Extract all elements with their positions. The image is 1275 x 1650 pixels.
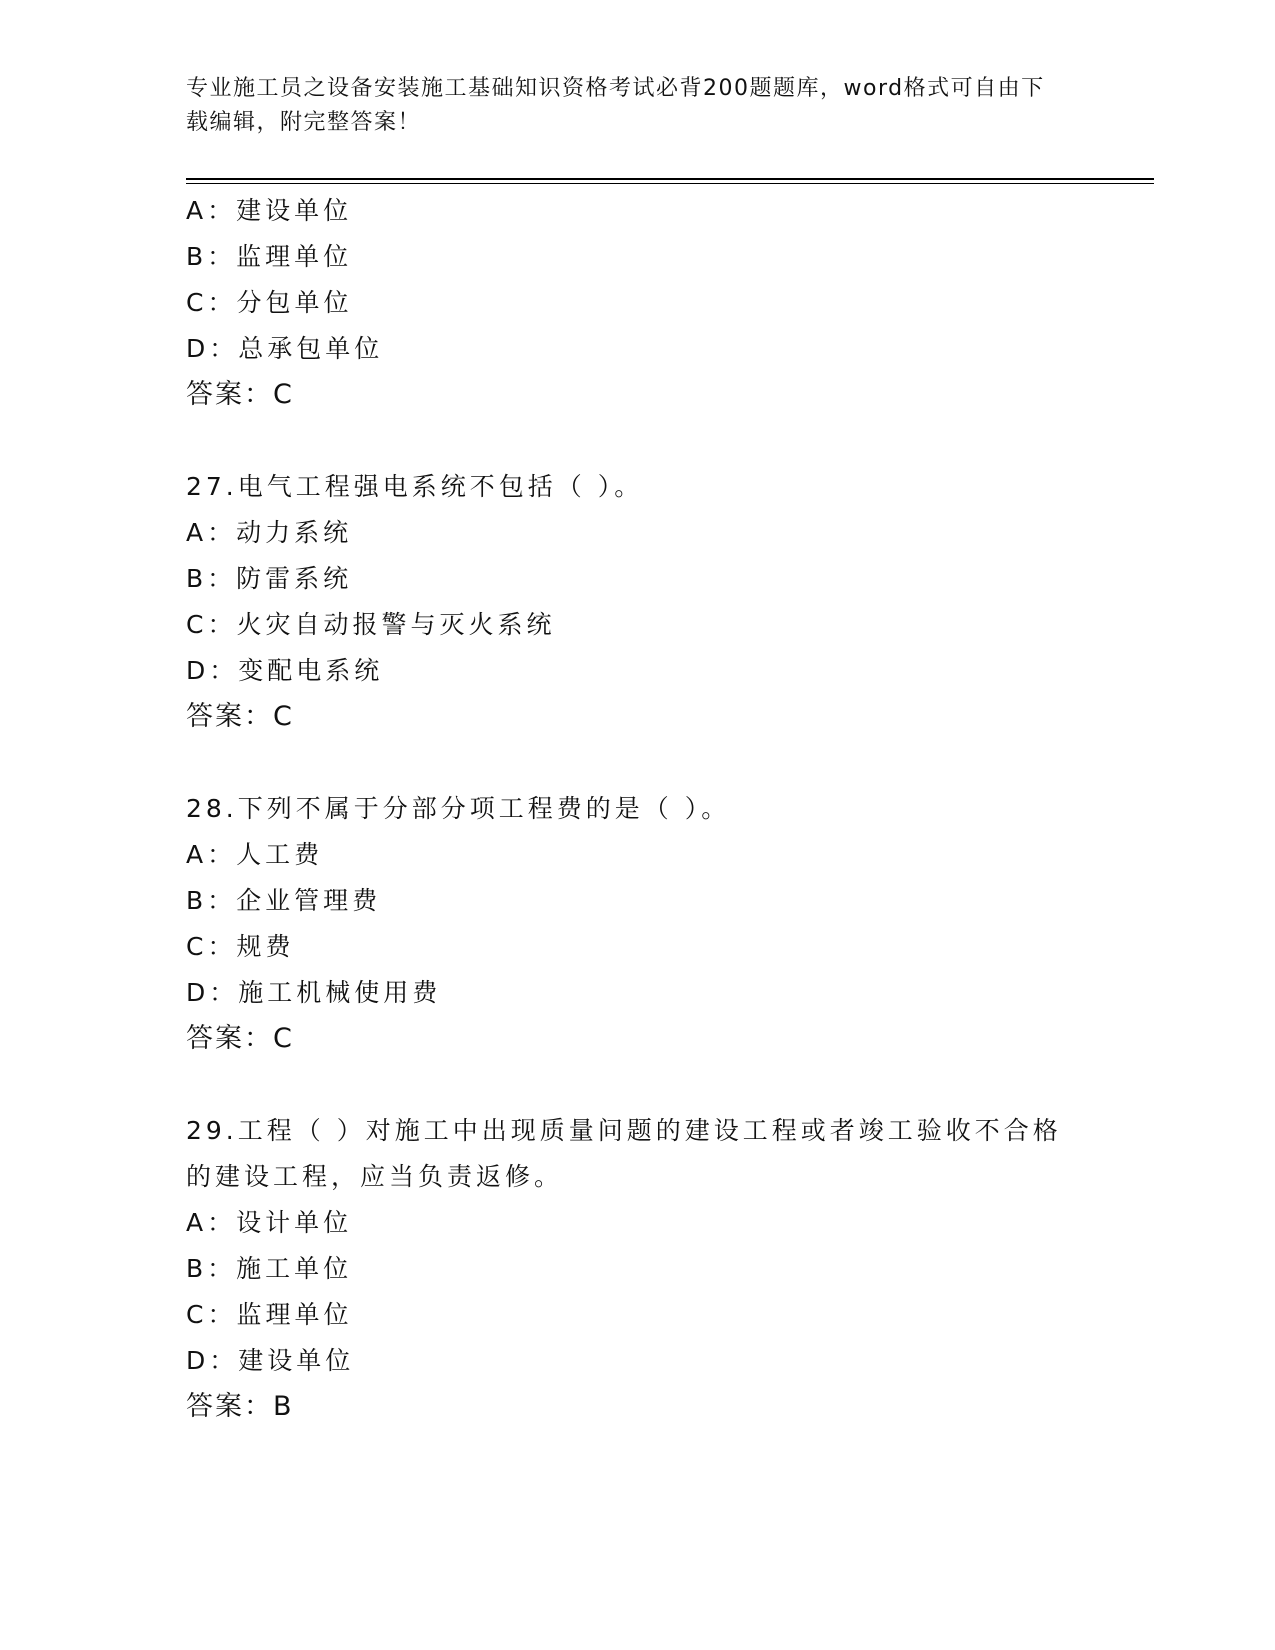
answer-line: 答案：C (186, 1023, 294, 1054)
option-b: B：企业管理费 (186, 886, 382, 915)
option-c: C：分包单位 (186, 288, 353, 317)
option-c: C：监理单位 (186, 1300, 353, 1329)
question-stem-line-2: 的建设工程，应当负责返修。 (186, 1162, 564, 1191)
option-d: D：建设单位 (186, 1346, 355, 1375)
header-divider-thick (186, 178, 1154, 180)
question-27 (186, 464, 1086, 740)
question-28 (186, 786, 1086, 1062)
option-c: C：火灾自动报警与灭火系统 (186, 610, 556, 639)
question-26-continued (186, 188, 1086, 418)
option-a: A：建设单位 (186, 196, 353, 225)
answer-line: 答案：C (186, 701, 294, 732)
question-stem-line-1: 29.工程（ ）对施工中出现质量问题的建设工程或者竣工验收不合格 (186, 1116, 1062, 1145)
answer-line: 答案：B (186, 1391, 294, 1422)
option-a: A：人工费 (186, 840, 324, 869)
option-a: A：动力系统 (186, 518, 353, 547)
question-29 (186, 1108, 1086, 1430)
answer-line: 答案：C (186, 379, 294, 410)
question-spacer (186, 1062, 1086, 1108)
option-b: B：监理单位 (186, 242, 353, 271)
document-header: 专业施工员之设备安装施工基础知识资格考试必背200题题库，word格式可自由下载编辑，附完整答案！ (186, 76, 1045, 135)
question-spacer (186, 740, 1086, 786)
question-spacer (186, 418, 1086, 464)
option-c: C：规费 (186, 932, 295, 961)
option-a: A：设计单位 (186, 1208, 353, 1237)
option-d: D：施工机械使用费 (186, 978, 442, 1007)
option-b: B：施工单位 (186, 1254, 353, 1283)
option-b: B：防雷系统 (186, 564, 353, 593)
header-divider-thin (186, 183, 1154, 184)
question-stem: 28.下列不属于分部分项工程费的是（ ）。 (186, 794, 731, 823)
option-d: D：总承包单位 (186, 334, 384, 363)
question-list (186, 188, 1086, 1430)
option-d: D：变配电系统 (186, 656, 384, 685)
question-stem: 27.电气工程强电系统不包括（ ）。 (186, 472, 644, 501)
